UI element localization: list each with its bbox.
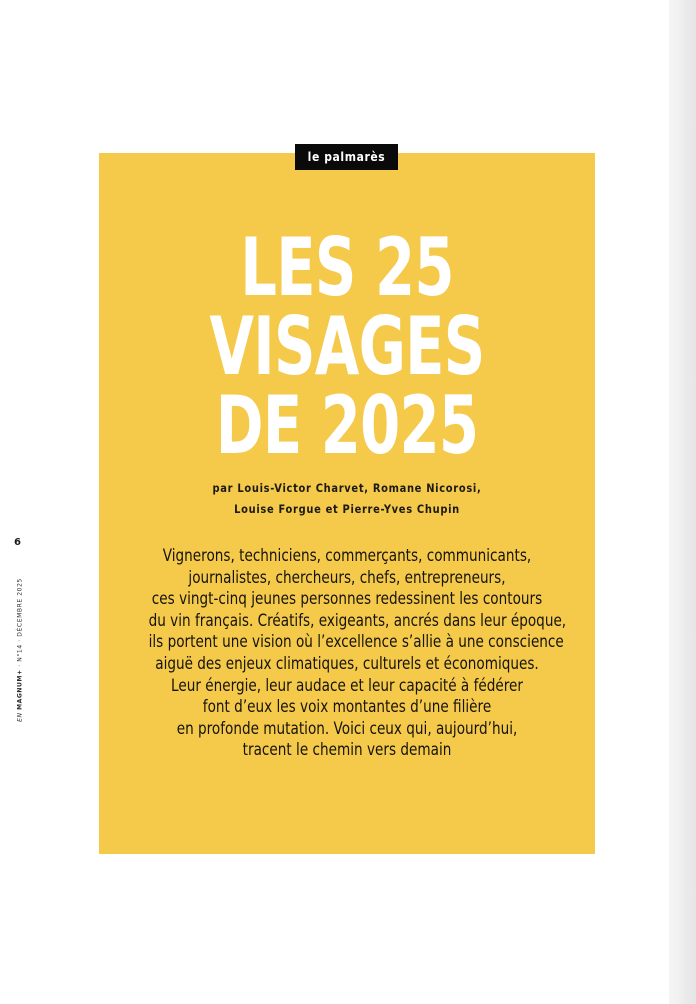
page-number: 6: [14, 537, 21, 548]
title-line: LES 25: [240, 221, 454, 314]
section-tag: le palmarès: [295, 144, 398, 170]
spine-issue: · N°14 · DÉCEMBRE 2025: [16, 578, 24, 667]
title-line: DE 2025: [215, 379, 479, 472]
lede-line: ils portent une vision où l’excellence s’allie à une conscience: [148, 632, 564, 653]
lede-line: du vin français. Créatifs, exigeants, ancrés dans leur époque,: [148, 610, 567, 631]
article-title: [168, 221, 525, 472]
spine-magazine-name: MAGNUM+: [16, 669, 24, 710]
title-line: VISAGES: [209, 300, 485, 393]
viewer-scroll-gutter[interactable]: [669, 0, 696, 1004]
byline-line: par Louis-Victor Charvet, Romane Nicorosi,: [212, 481, 482, 495]
byline-line: Louise Forgue et Pierre-Yves Chupin: [234, 502, 460, 516]
lede-line: aiguë des enjeux climatiques, culturels et économiques.: [155, 653, 539, 674]
lede-line: tracent le chemin vers demain: [242, 740, 452, 761]
byline: [134, 478, 561, 520]
lede-paragraph: [148, 546, 567, 762]
lede-line: ces vingt-cinq jeunes personnes redessinent les contours: [151, 589, 543, 610]
lede-line: journalistes, chercheurs, chefs, entrepreneurs,: [188, 567, 506, 588]
lede-line: Leur énergie, leur audace et leur capacité à fédérer: [171, 675, 523, 696]
lede-line: Vignerons, techniciens, commerçants, communicants,: [162, 546, 532, 566]
lede-line: font d’eux les voix montantes d’une filière: [202, 697, 492, 718]
spine-running-footer: [17, 578, 24, 722]
spine-prefix: EN: [16, 712, 24, 722]
lede-line: en profonde mutation. Voici ceux qui, aujourd’hui,: [176, 718, 518, 739]
